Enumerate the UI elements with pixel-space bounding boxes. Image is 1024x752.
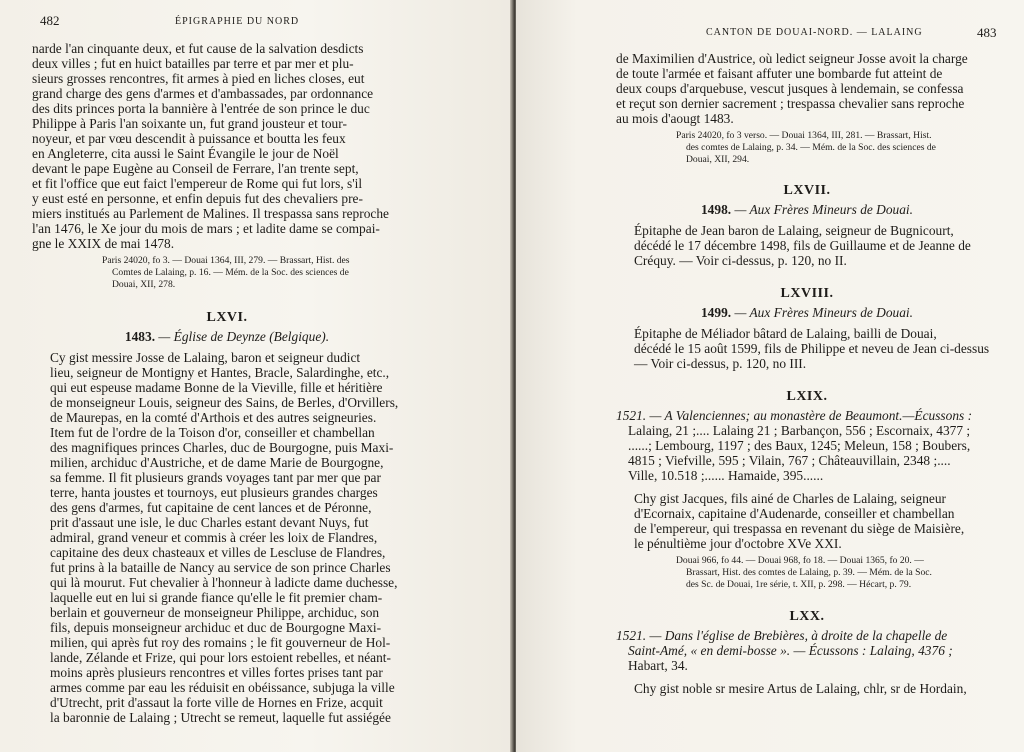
text-line: qui eut espeuse madame Bonne de la Vieville, fille et héritière bbox=[50, 380, 383, 396]
text-line: Épitaphe de Méliador bâtard de Lalaing, bailli de Douai, bbox=[634, 326, 937, 342]
text-line: fils, depuis monseigneur archiduc et duc de Bourgogne Maxi- bbox=[50, 620, 382, 636]
right-running-head: CANTON DE DOUAI-NORD. — LALAING bbox=[706, 27, 923, 38]
entry-place: — Aux Frères Mineurs de Douai. bbox=[734, 202, 914, 218]
text-line: deux coups d'arquebuse, vescut jusques à lendemain, se confessa bbox=[616, 81, 964, 96]
text-line: Chy gist Jacques, fils ainé de Charles de Lalaing, seigneur bbox=[634, 491, 946, 507]
text-line: Philippe à Paris l'an soixante un, fut grand jousteur et tour- bbox=[32, 116, 347, 131]
right-text-block bbox=[616, 51, 998, 696]
continuation-paragraph bbox=[32, 41, 422, 251]
text-line: capitaine des deux chasteaux et villes de Lescluse de Flandres, bbox=[50, 545, 386, 561]
text-line: de Maximilien d'Austrice, où ledict seigneur Josse avoit la charge bbox=[616, 51, 968, 66]
heading-line: 4815 ; Viefville, 595 ; Vilain, 767 ; Châteauvillain, 2348 ;.... bbox=[628, 453, 951, 469]
entry-number-lxviii: LXVIII. bbox=[780, 286, 834, 302]
entry-number-lxvi: LXVI. bbox=[206, 310, 248, 326]
heading-line: Habart, 34. bbox=[628, 657, 688, 673]
source-line: des comtes de Lalaing, p. 34. — Mém. de la Soc. des sciences de bbox=[686, 141, 936, 153]
text-line: le pénultième jour d'octobre XVe XXI. bbox=[634, 536, 842, 552]
text-line: de Maurepas, en la comté d'Arthois et des autres seigneuries. bbox=[50, 410, 377, 426]
text-line: Cy gist messire Josse de Lalaing, baron et seigneur dudict bbox=[50, 350, 361, 366]
entry-year: 1483. bbox=[124, 329, 156, 345]
left-running-head: ÉPIGRAPHIE DU NORD bbox=[175, 16, 300, 27]
text-line: d'Utrecht, prit d'assaut la forte ville de Hornes en Frize, acquit bbox=[50, 695, 383, 711]
entry-heading-lxix bbox=[616, 408, 998, 483]
epitaph-paragraph bbox=[616, 681, 998, 696]
text-line: Item fut de l'ordre de la Toison d'or, conseiller et chambellan bbox=[50, 425, 375, 441]
text-line: gne le XXIX de mai 1478. bbox=[32, 236, 175, 251]
text-line: y eust esté en personne, et enfin depuis fut des chevaliers pre- bbox=[32, 191, 363, 206]
continuation-paragraph bbox=[616, 51, 998, 126]
text-line: et reçut son dernier sacrement ; trespassa chevalier sans reproche bbox=[616, 96, 965, 111]
text-line: terre, hanta joustes et tournoys, eut plusieurs grandes charges bbox=[50, 485, 378, 501]
text-line: Chy gist noble sr mesire Artus de Lalaing, chlr, sr de Hordain, bbox=[634, 680, 967, 696]
entry-place: — Église de Deynze (Belgique). bbox=[158, 329, 330, 345]
heading-line: ......; Lembourg, 1197 ; des Baux, 1245; Meleun, 158 ; Boubers, bbox=[628, 438, 971, 454]
source-line: Douai, XII, 278. bbox=[112, 278, 176, 290]
source-line: des Sc. de Douai, 1re série, t. XII, p. 298. — Hécart, p. 79. bbox=[686, 578, 912, 590]
right-page-number: 483 bbox=[977, 25, 997, 40]
text-line: lieu, seigneur de Montigny et Hantes, Bracle, Salardinghe, etc., bbox=[50, 365, 390, 381]
epitaph-paragraph bbox=[616, 491, 998, 551]
text-line: armes comme par eau les réduisit en obéissance, subjuga la ville bbox=[50, 680, 395, 696]
text-line: moins après plusieurs rencontres et villes fortes prises tant par bbox=[50, 665, 383, 681]
epitaph-paragraph bbox=[616, 326, 998, 371]
text-line: narde l'an cinquante deux, et fut cause de la salvation desdicts bbox=[32, 41, 364, 56]
source-line: Douai 966, fo 44. — Douai 968, fo 18. — Douai 1365, fo 20. — bbox=[676, 555, 924, 567]
text-line: et fit l'office que eut faict l'empereur de Rome qui fut lors, s'il bbox=[32, 176, 363, 191]
text-line: l'an 1476, le Xe jour du mois de mars ; et ladite dame se compai- bbox=[32, 221, 380, 236]
epitaph-paragraph bbox=[32, 350, 422, 725]
heading-line: 1521. — Dans l'église de Brebières, à droite de la chapelle de bbox=[616, 627, 948, 643]
entry-heading-lxviii bbox=[616, 305, 998, 320]
text-line: Créquy. — Voir ci-dessus, p. 120, no II. bbox=[634, 253, 847, 269]
source-reference bbox=[32, 255, 422, 290]
text-line: admiral, grand veneur et commis à créer les loix de Flandres, bbox=[50, 530, 378, 546]
text-line: miers institués au Parlement de Malines. Il trespassa sans reproche bbox=[32, 206, 389, 221]
text-line: décédé le 15 août 1599, fils de Philippe et neveu de Jean ci-dessus bbox=[634, 341, 990, 357]
source-line: Brassart, Hist. des comtes de Lalaing, p. 39. — Mém. de la Soc. bbox=[686, 567, 932, 579]
text-line: deux villes ; fut en huict batailles par terre et par mer et plu- bbox=[32, 56, 354, 71]
left-page-number: 482 bbox=[40, 13, 60, 28]
entry-number-lxix: LXIX. bbox=[786, 389, 828, 405]
text-line: de toute l'armée et faisant affuter une bombarde fut atteint de bbox=[616, 66, 943, 81]
text-line: Épitaphe de Jean baron de Lalaing, seigneur de Bugnicourt, bbox=[634, 223, 954, 239]
heading-line: Lalaing, 21 ;.... Lalaing 21 ; Barbançon, 556 ; Escornaix, 4377 ; bbox=[628, 423, 971, 439]
text-line: prit d'assaut une isle, le duc Charles estant devant Nuys, fut bbox=[50, 515, 369, 531]
text-line: décédé le 17 décembre 1498, fils de Guillaume et de Jeanne de bbox=[634, 238, 971, 254]
source-line: Paris 24020, fo 3. — Douai 1364, III, 279. — Brassart, Hist. des bbox=[102, 255, 350, 266]
text-line: berlain et gouverneur de monseigneur Philippe, archiduc, son bbox=[50, 605, 380, 621]
left-text-block bbox=[32, 41, 422, 725]
text-line: qui là mourut. Fut chevalier à l'honneur à ladicte dame duchesse, bbox=[50, 575, 398, 591]
source-line: Comtes de Lalaing, p. 16. — Mém. de la Soc. des sciences de bbox=[112, 266, 349, 278]
entry-heading-lxx bbox=[616, 628, 998, 673]
source-line: Douai, XII, 294. bbox=[686, 153, 750, 165]
entry-year: 1498. bbox=[700, 202, 732, 218]
source-line: Paris 24020, fo 3 verso. — Douai 1364, III, 281. — Brassart, Hist. bbox=[676, 130, 932, 141]
text-line: au mois d'aougt 1483. bbox=[616, 111, 734, 126]
text-line: de monseigneur Louis, seigneur des Sains, de Berles, d'Orvillers, bbox=[50, 395, 399, 411]
entry-heading-lxvi bbox=[32, 329, 422, 344]
epitaph-paragraph bbox=[616, 223, 998, 268]
heading-line: 1521. — A Valenciennes; au monastère de Beaumont.—Écussons : bbox=[616, 408, 973, 424]
text-line: noyeur, et par vœu descendit à puissance et boutta les feux bbox=[32, 131, 346, 146]
entry-year: 1499. bbox=[700, 305, 732, 321]
text-line: laquelle eut en lui si grande fiance qu'elle le fit premier cham- bbox=[50, 590, 383, 606]
text-line: des magnifiques princes Charles, duc de Bourgogne, puis Maxi- bbox=[50, 440, 394, 456]
text-line: grand charge des gens d'armes et d'ambassades, par ordonnance bbox=[32, 86, 374, 101]
heading-line: Saint-Amé, « en demi-bosse ». — Écussons : Lalaing, 4376 ; bbox=[628, 642, 953, 658]
text-line: lande, Zélande et Frize, qui pour lors estoient rebelles, et néant- bbox=[50, 650, 391, 666]
text-line: — Voir ci-dessus, p. 120, no III. bbox=[634, 356, 807, 372]
source-reference bbox=[616, 130, 998, 165]
text-line: sa femme. Il fit plusieurs grands voyages tant par mer que par bbox=[50, 470, 381, 486]
text-line: des gens d'armes, fut capitaine de cent lances et de Péronne, bbox=[50, 500, 372, 516]
text-line: en Angleterre, cita aussi le Saint Évangile le jour de Noël bbox=[32, 146, 339, 161]
entry-place: — Aux Frères Mineurs de Douai. bbox=[734, 305, 914, 321]
text-line: d'Ecornaix, capitaine d'Audenarde, conseiller et chambellan bbox=[634, 506, 955, 522]
text-line: fut prins à la bataille de Nancy au service de son prince Charles bbox=[50, 560, 391, 576]
right-page bbox=[516, 0, 1024, 752]
entry-heading-lxvii bbox=[616, 202, 998, 217]
text-line: milien, archiduc d'Austriche, et de dame Marie de Bourgogne, bbox=[50, 455, 384, 471]
text-line: la baronnie de Lalaing ; Utrecht se remeut, laquelle fut assiégée bbox=[50, 710, 391, 726]
source-reference bbox=[616, 555, 998, 590]
text-line: de l'empereur, qui trespassa en revenant du siège de Maisière, bbox=[634, 521, 965, 537]
text-line: devant le pape Eugène au Conseil de Ferrare, l'an trente sept, bbox=[32, 161, 359, 176]
heading-line: Ville, 10.518 ;...... Hamaide, 395...... bbox=[628, 468, 824, 484]
entry-number-lxvii: LXVII. bbox=[783, 183, 831, 199]
text-line: milien, qui après fut roy des romains ; le fit gouverneur de Hol- bbox=[50, 635, 391, 651]
text-line: des dits princes porta la bannière à l'entrée de son prince le duc bbox=[32, 101, 370, 116]
entry-number-lxx: LXX. bbox=[789, 608, 825, 624]
text-line: sieurs grosses rencontres, fit armes à pied en liches closes, eut bbox=[32, 71, 365, 86]
